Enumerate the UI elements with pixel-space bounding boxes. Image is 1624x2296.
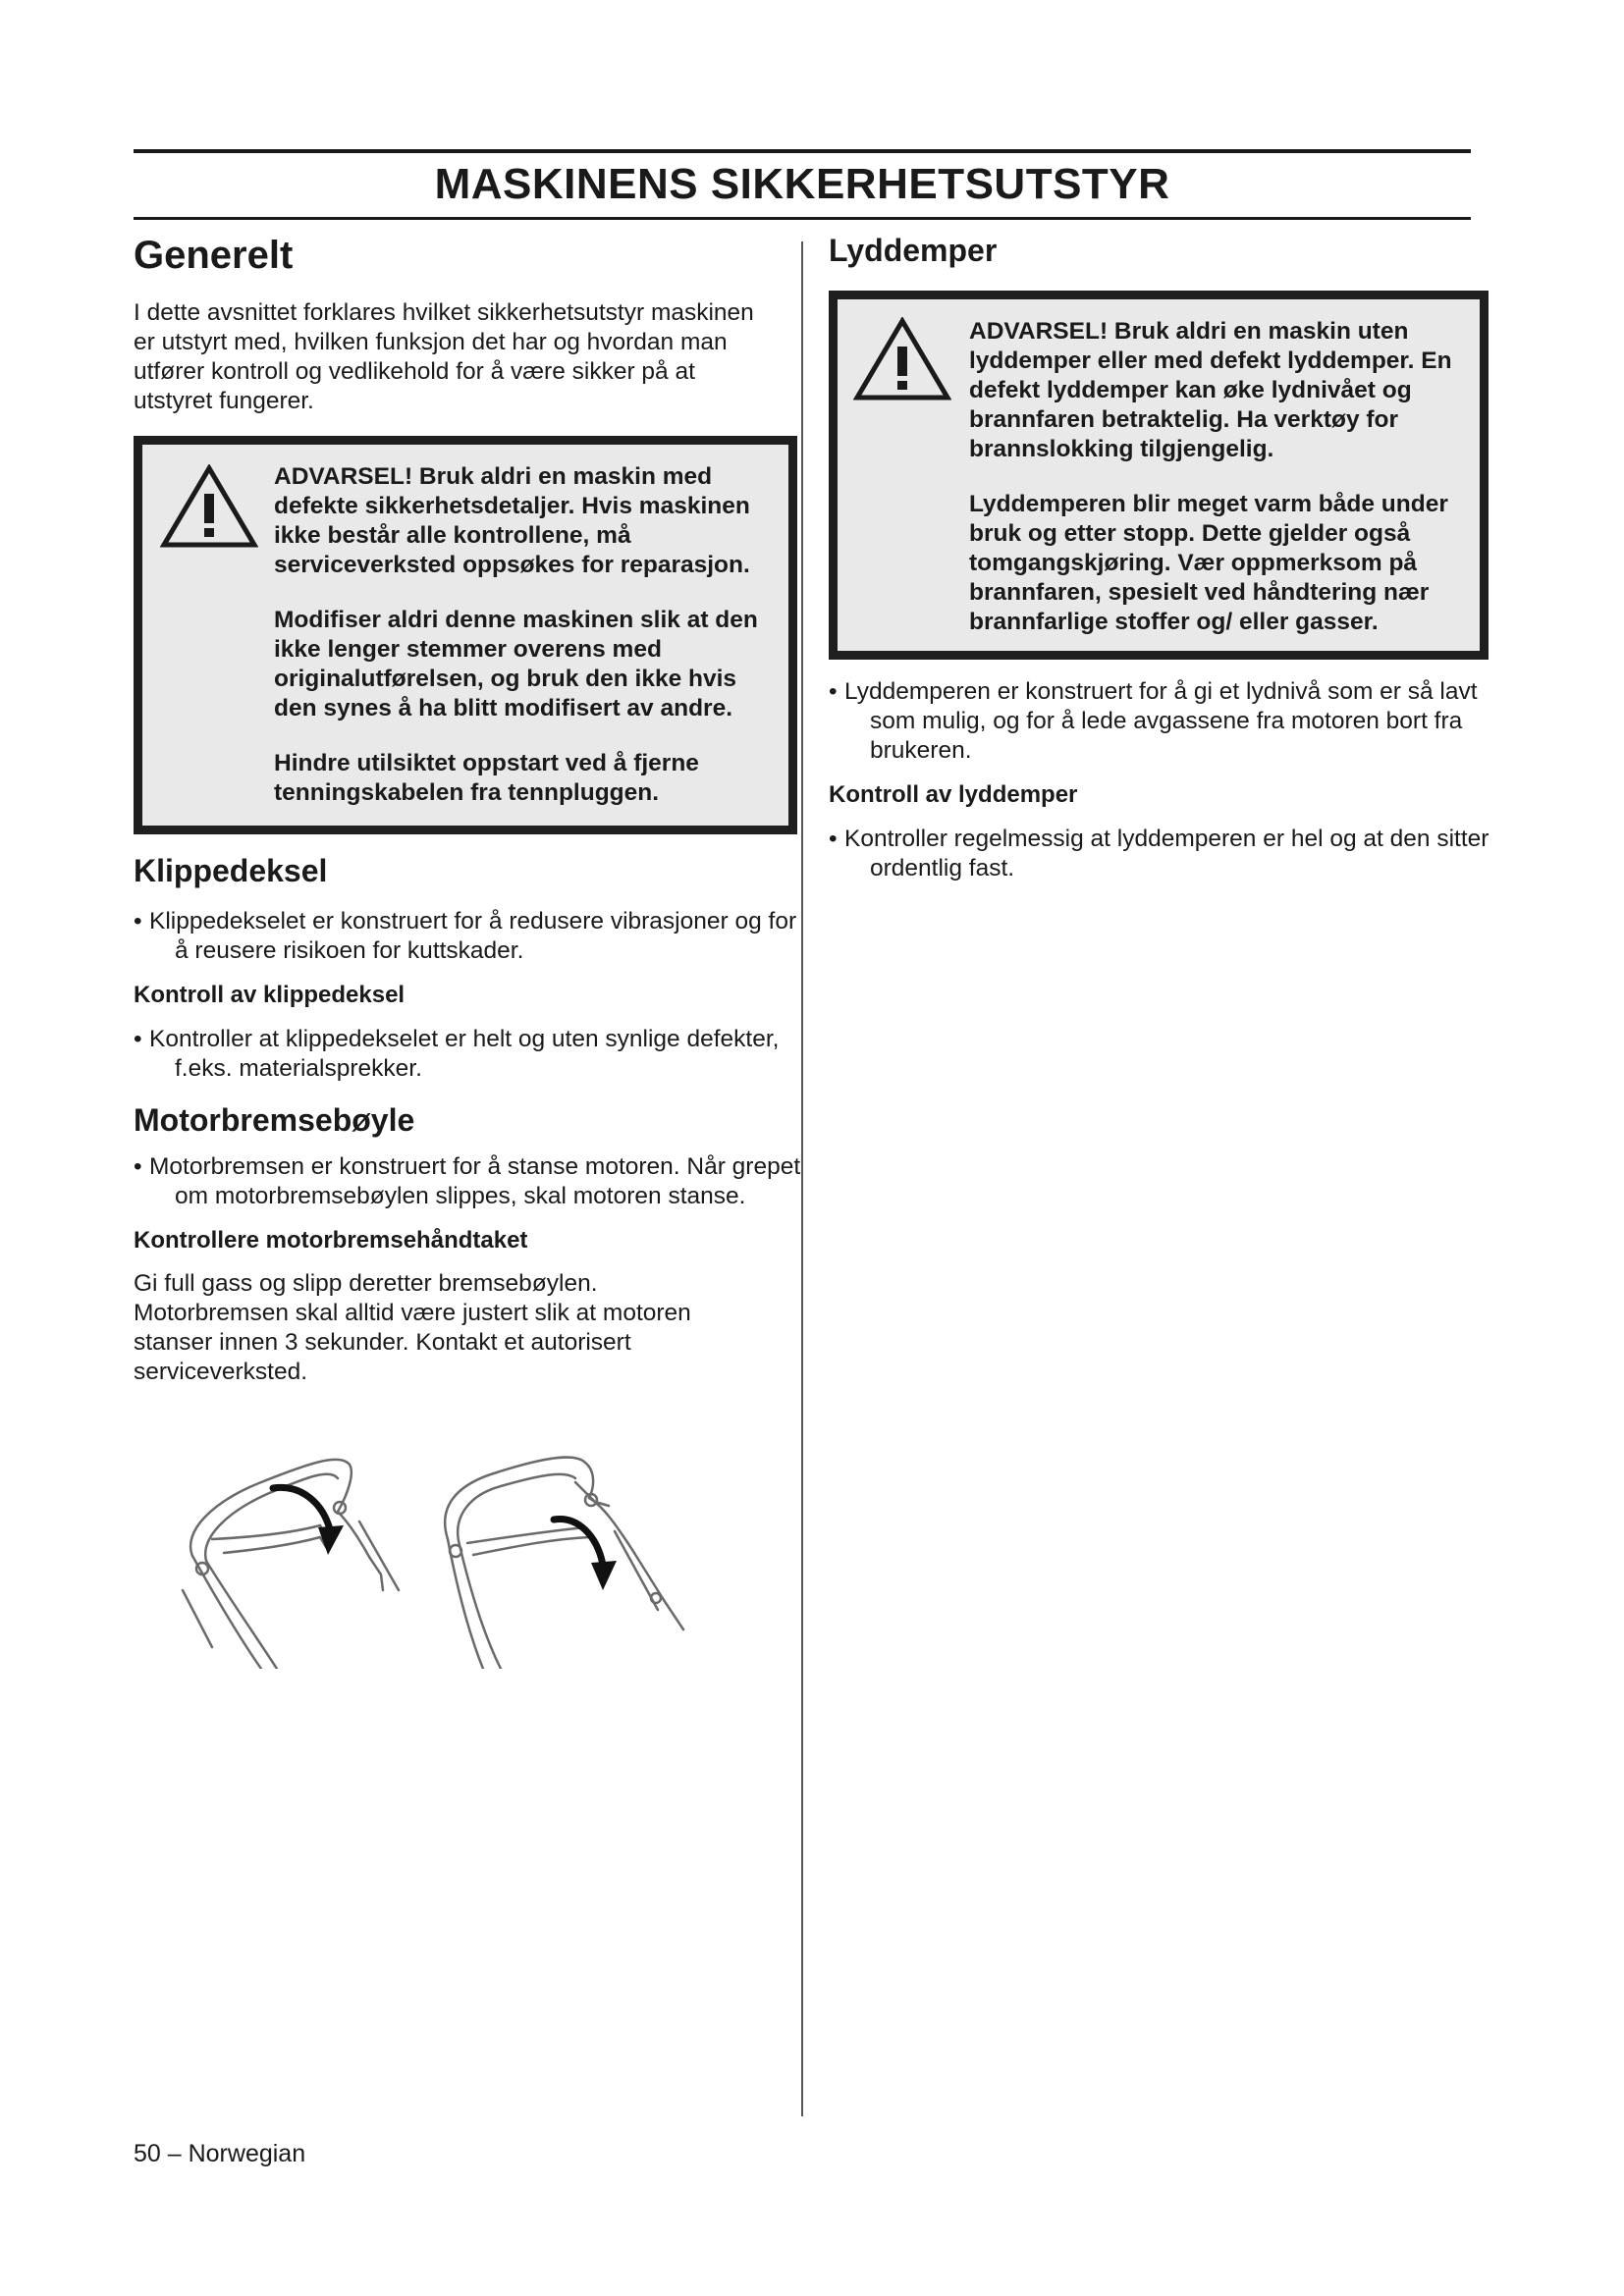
lyddemper-check-bullet: Kontroller regelmessig at lyddemperen er hel og at den sitter ordentlig fast.	[844, 825, 1489, 881]
klippedeksel-subheading: Kontroll av klippedeksel	[134, 982, 406, 1009]
lyddemper-bullet: Lyddemperen er konstruert for å gi et lydnivå som er så lavt som mulig, og for å lede avgassene fra motoren bort fra brukeren.	[844, 678, 1478, 765]
page-title: MASKINENS SIKKERHETSUTSTYR	[434, 160, 1170, 208]
generelt-warning-3: Hindre utilsiktet oppstart ved å fjerne tenningskabelen fra tennpluggen.	[274, 750, 699, 806]
lyddemper-subheading: Kontroll av lyddemper	[829, 781, 1078, 809]
motorbremsebøyle-paragraph-2: Motorbremsen skal alltid være justert slik at motoren stanser innen 3 sekunder. Kontakt et autorisert serviceverksted.	[134, 1300, 691, 1386]
generelt-warning-2: Modifiser aldri denne maskinen slik at den ikke lenger stemmer overens med originalutførelsen, og bruk den ikke hvis den synes å ha blitt modifisert av andre.	[274, 607, 758, 721]
left-column	[134, 226, 801, 1387]
brake-handle-illustration	[173, 1443, 723, 1669]
page-footer: 50 – Norwegian	[134, 2140, 306, 2167]
motorbremsebøyle-bullet: Motorbremsen er konstruert for å stanse motoren. Når grepet om motorbremsebøylen slippes, skal motoren stanse.	[149, 1152, 801, 1209]
klippedeksel-bullet: Klippedekselet er konstruert for å redusere vibrasjoner og for å reusere risikoen for kuttskader.	[149, 908, 797, 965]
motorbremsebøyle-paragraph-1: Gi full gass og slipp deretter bremsebøylen.	[134, 1270, 598, 1298]
lyddemper-warning-2: Lyddemperen blir meget varm både under bruk og etter stopp. Dette gjelder også tomgangskjøring. Vær oppmerksom på brannfaren, spesielt ved håndtering nær brannfarlige stoffer og/ eller gasser.	[969, 491, 1448, 636]
lyddemper-heading: Lyddemper	[829, 233, 998, 268]
warning-triangle-icon	[853, 317, 951, 401]
generelt-body: I dette avsnittet forklares hvilket sikkerhetsutstyr maskinen er utstyrt med, hvilken funksjon det har og hvordan man utfører kontroll og vedlikehold for å være sikker på at utstyret fungerer.	[134, 299, 754, 414]
motorbremsebøyle-heading: Motorbremsebøyle	[134, 1101, 415, 1138]
lyddemper-warning-box	[829, 291, 1489, 660]
warning-triangle-icon	[160, 464, 258, 549]
generelt-heading: Generelt	[134, 234, 294, 277]
generelt-warning-box	[134, 436, 797, 834]
klippedeksel-check-bullet: Kontroller at klippedekselet er helt og uten synlige defekter, f.eks. materialsprekker.	[149, 1025, 780, 1082]
title-rule-top	[134, 149, 1471, 153]
motorbremsebøyle-subheading: Kontrollere motorbremsehåndtaket	[134, 1226, 528, 1254]
title-rule-bottom	[134, 217, 1471, 220]
generelt-warning-1: ADVARSEL! Bruk aldri en maskin med defekte sikkerhetsdetaljer. Hvis maskinen ikke består alle kontrollene, må serviceverksted oppsøkes for reparasjon.	[274, 463, 750, 578]
klippedeksel-heading: Klippedeksel	[134, 853, 328, 888]
right-column	[829, 226, 1489, 883]
lyddemper-warning-1: ADVARSEL! Bruk aldri en maskin uten lyddemper eller med defekt lyddemper. En defekt lyddemper kan øke lydnivået og brannfaren betraktelig. Ha verktøy for brannslokking tilgjengelig.	[969, 318, 1452, 463]
